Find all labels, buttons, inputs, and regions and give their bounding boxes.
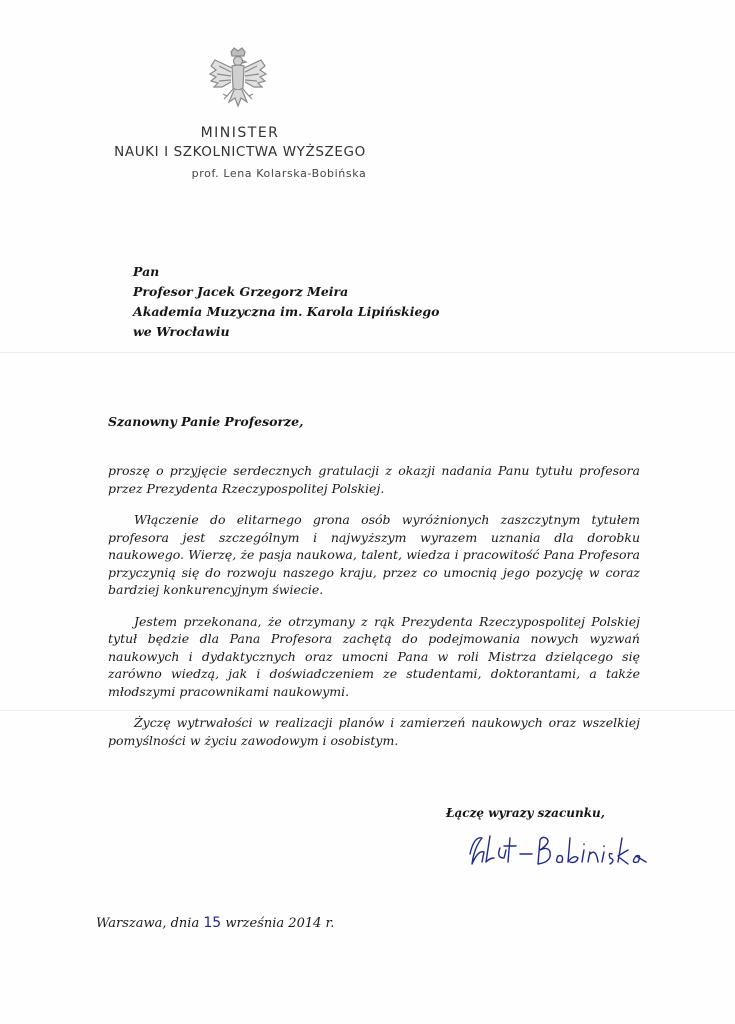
body-paragraph: Włączenie do elitarnego grona osób wyróżnionych zaszczytnym tytułem profesora jest szczególnym i najwyższym wyrazem uznania dla dorobku naukowego. Wierzę, że pasja naukowa, talent, wiedza i pracowitość Pana Profesora przyczynią się do rozwoju naszego kraju, przez co umocnią jego pozycję w coraz bardziej konkurencyjnym świecie. xyxy=(108,512,640,597)
addressee-line: Akademia Muzyczna im. Karola Lipińskiego xyxy=(133,304,440,319)
ministry-letterhead xyxy=(60,124,420,184)
addressee-line: we Wrocławiu xyxy=(133,324,230,339)
letterhead-minister-name: prof. Lena Kolarska-Bobińska xyxy=(191,167,367,180)
handwritten-signature xyxy=(460,828,660,874)
date-prefix: Warszawa, dnia xyxy=(96,916,200,931)
paper-fold-line xyxy=(0,352,735,353)
salutation: Szanowny Panie Profesorze, xyxy=(108,414,304,429)
body-paragraph: Życzę wytrwałości w realizacji planów i zamierzeń naukowych oraz wszelkiej pomyślności w życiu zawodowym i osobistym. xyxy=(108,715,640,748)
letter-body xyxy=(108,462,640,763)
closing-phrase: Łączę wyrazy szacunku, xyxy=(446,806,605,820)
date-day-handwritten: 15 xyxy=(203,915,222,931)
letterhead-title: MINISTER xyxy=(200,125,280,141)
addressee-line: Profesor Jacek Grzegorz Meira xyxy=(133,284,349,299)
letter-date xyxy=(96,915,334,931)
date-suffix: września 2014 r. xyxy=(225,916,335,931)
addressee-line: Pan xyxy=(133,264,160,279)
letterhead-ministry: NAUKI I SZKOLNICTWA WYŻSZEGO xyxy=(114,144,366,160)
eagle-emblem-icon xyxy=(207,46,269,114)
addressee-block xyxy=(133,262,439,342)
body-paragraph: proszę o przyjęcie serdecznych gratulacji z okazji nadania Panu tytułu profesora przez Prezydenta Rzeczypospolitej Polskiej. xyxy=(108,463,640,496)
body-paragraph: Jestem przekonana, że otrzymany z rąk Prezydenta Rzeczypospolitej Polskiej tytuł będzie dla Pana Profesora zachętą do podejmowania nowych wyzwań naukowych i dydaktycznych oraz umocni Pana w roli Mistrza dzielącego się zarówno wiedzą, jak i doświadczeniem ze studentami, doktorantami, a także młodszymi pracownikami naukowymi. xyxy=(108,613,640,699)
